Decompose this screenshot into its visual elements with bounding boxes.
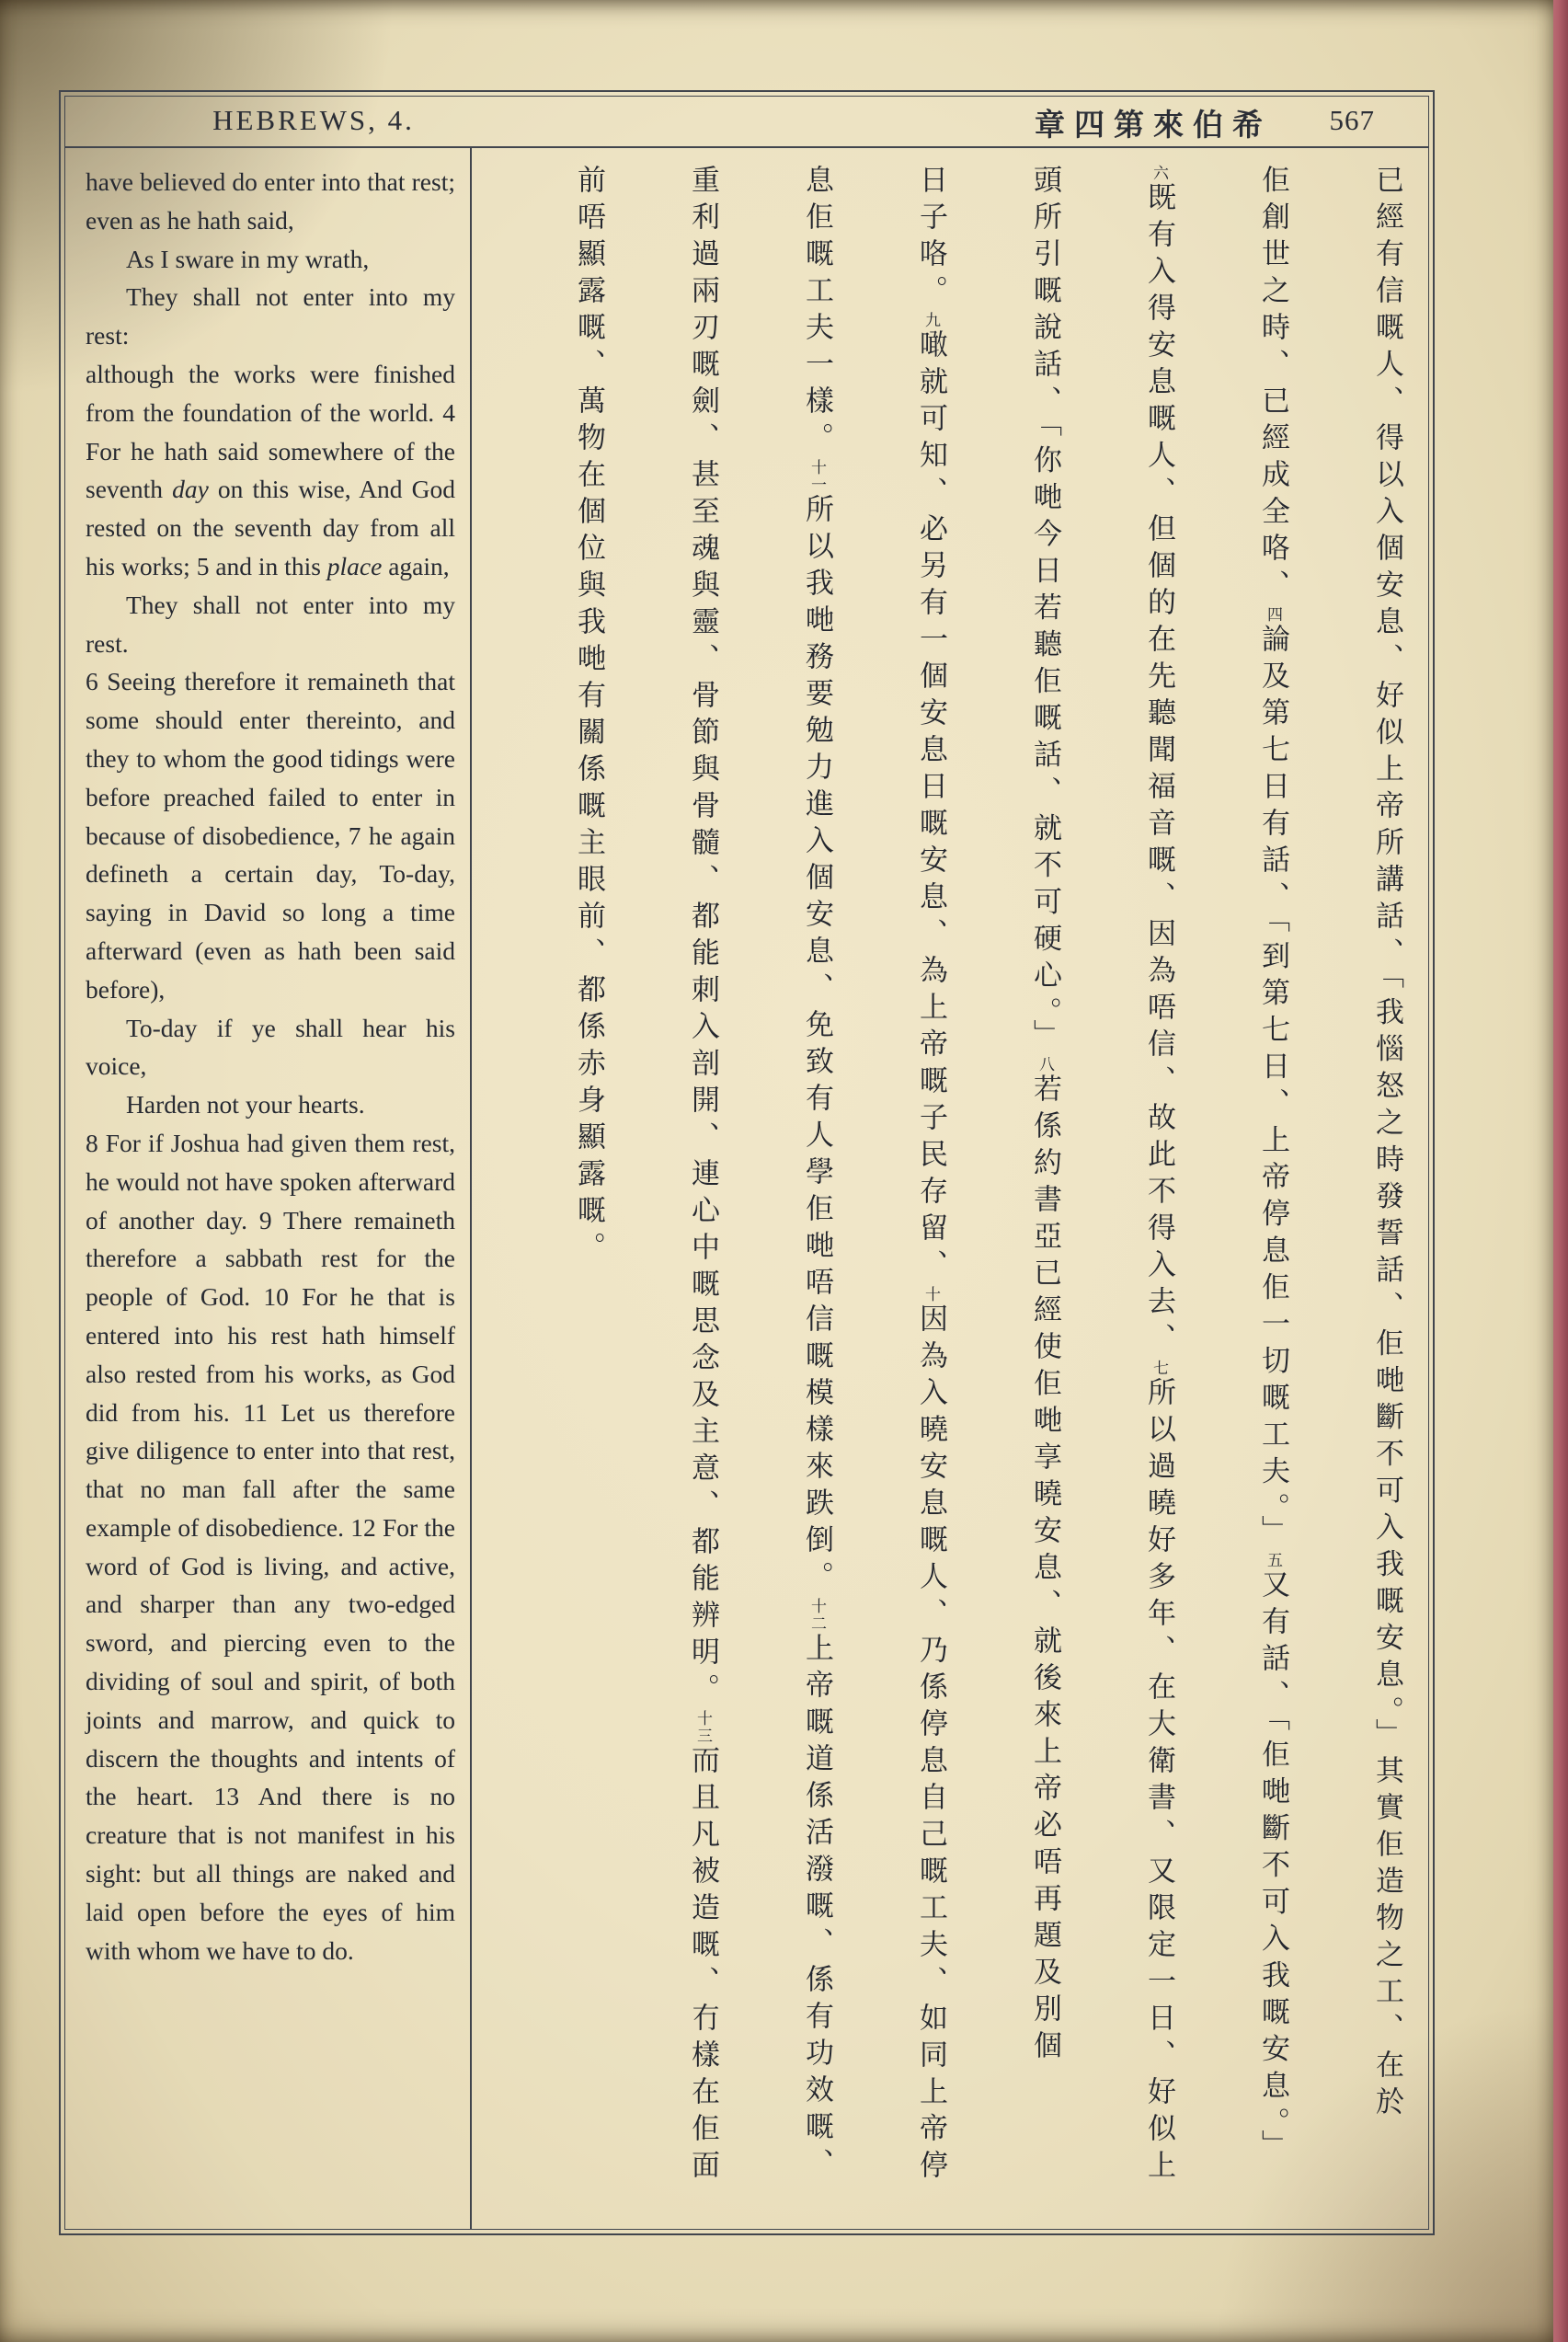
text-segment: They shall not enter into my rest. [86,590,455,658]
verse-number-marker: 十二 [807,1598,826,1633]
text-segment: 6 Seeing therefore it remaineth that some should enter thereinto, and they to whom the good tidings were before preached failed to enter in because of disobedience, 7 he again defineth a certain day, To-day, saying in David so long a time afterward (even as hath been said before), [86,667,455,1004]
english-paragraph [86,1085,455,1124]
english-paragraph [86,586,455,663]
text-segment: 所以我哋務要勉力進入個安息、免致有人學佢哋唔信嘅模樣來跌倒。 [800,494,833,1598]
page-header [65,97,1428,148]
text-segment: 而且凡被造嘅、冇樣在佢面 [686,1745,719,2187]
english-paragraph [86,355,455,586]
italic-word: day [172,475,209,504]
chinese-text-columns [472,148,1428,2229]
text-segment: To-day if ye shall hear his voice, [86,1013,455,1081]
text-segment: 息佢嘅工夫一樣。 [800,165,833,459]
text-segment: 因為入曉安息嘅人、乃係停息自己嘅工夫、如同上帝停 [914,1303,947,2187]
english-paragraph [86,240,455,279]
text-segment: 若係約書亞已經使佢哋享曉安息、就後來上帝必唔再題及別個 [1028,1073,1061,2067]
header-title-english: HEBREWS, 4. [212,104,415,136]
text-segment: Harden not your hearts. [126,1090,365,1119]
header-title-chinese: 章四第來伯希 [1035,107,1272,143]
text-segment: 上帝嘅道係活潑嘅、係有功效嘅、 [800,1633,833,2185]
text-segment: 8 For if Joshua had given them rest, he would not have spoken afterward of another day. 9 There remaineth therefore a sabbath rest for the people of God. 10 For he that is entered into his rest hath himself also rested from his works, as God did from his. 11 Let us therefore give diligence to enter into that rest, that no man fall after the same example of disobedience. 12 For the word of God is living, and active, and sharper than any two-edged sword, and piercing even to the dividing of soul and spirit, of both joints and marrow, and quick to discern the thoughts and intents of the heart. 13 And there is no creature that is not manifest in his sight: but all things are naked and laid open before the eyes of him with whom we have to do. [86,1128,455,1965]
english-paragraph [86,1009,455,1086]
text-segment: 所以過曉好多年、在大衛書、又限定一日、好似上 [1142,1377,1175,2187]
chinese-column [800,165,833,2209]
text-segment: 頭所引嘅說話、「你哋今日若聽佢嘅話、就不可硬心。」 [1028,165,1061,1056]
english-paragraph [86,662,455,1008]
text-segment: They shall not enter into my rest: [86,282,455,350]
text-segment: 又有話、「佢哋斷不可入我嘅安息。」 [1256,1569,1289,2166]
text-segment: 重利過兩刃嘅劍、甚至魂與靈、骨節與骨髓、都能刺入剖開、連心中嘅思念及主意、都能辨明。 [686,165,719,1710]
english-text-column [65,148,470,2229]
verse-number-marker: 六 [1150,165,1168,182]
text-segment: 佢創世之時、已經成全咯、 [1256,165,1289,606]
text-segment: 已經有信嘅人、得以入個安息、好似上帝所講話、「我惱怒之時發誓話、佢哋斷不可入我嘅安息。」其實佢造物之工、在於 [1370,165,1403,2123]
english-paragraph [86,163,455,240]
english-paragraph [86,1124,455,1970]
text-segment: again, [382,551,450,580]
chinese-column [686,165,719,2209]
chinese-column [914,165,947,2209]
verse-number-marker: 四 [1264,606,1282,624]
text-segment: 前唔顯露嘅、萬物在個位與我哋有關係嘅主眼前、都係赤身顯露嘅。 [572,165,605,1269]
text-segment: 論及第七日有話、「到第七日、上帝停息佢一切嘅工夫。」 [1256,624,1289,1552]
chinese-column [1030,165,1059,2209]
text-segment: although the works were finished from the foundation of the world. 4 For he hath said somewhere of the seventh [86,359,455,504]
text-segment: As I sware in my wrath, [126,244,370,273]
text-segment: 噉就可知、必另有一個安息日嘅安息、為上帝嘅子民存留、 [914,329,947,1286]
page-number: 567 [1329,104,1375,136]
page-frame [59,90,1435,2235]
text-segment: have believed do enter into that rest; even as he hath said, [86,167,455,235]
chinese-column [1258,165,1287,2209]
verse-number-marker: 十 [921,1286,940,1303]
page-content [65,148,1428,2229]
text-segment: 日子咯。 [914,165,947,312]
text-segment: 既有入得安息嘅人、但個的在先聽聞福音嘅、因為唔信、故此不得入去、 [1142,182,1175,1360]
verse-number-marker: 五 [1264,1552,1282,1569]
english-paragraph [86,278,455,355]
verse-number-marker: 七 [1150,1360,1168,1377]
verse-number-marker: 十一 [807,459,826,494]
verse-number-marker: 八 [1036,1056,1054,1073]
chinese-column [1372,165,1401,2209]
chinese-column [1144,165,1173,2209]
page-frame-inner [64,96,1429,2230]
italic-word: place [326,551,383,580]
verse-number-marker: 十三 [693,1710,712,1745]
chinese-column [572,165,605,2209]
verse-number-marker: 九 [921,312,940,329]
text-segment: on this wise, And God rested on the seventh day from all his works; 5 and in this [86,475,456,580]
